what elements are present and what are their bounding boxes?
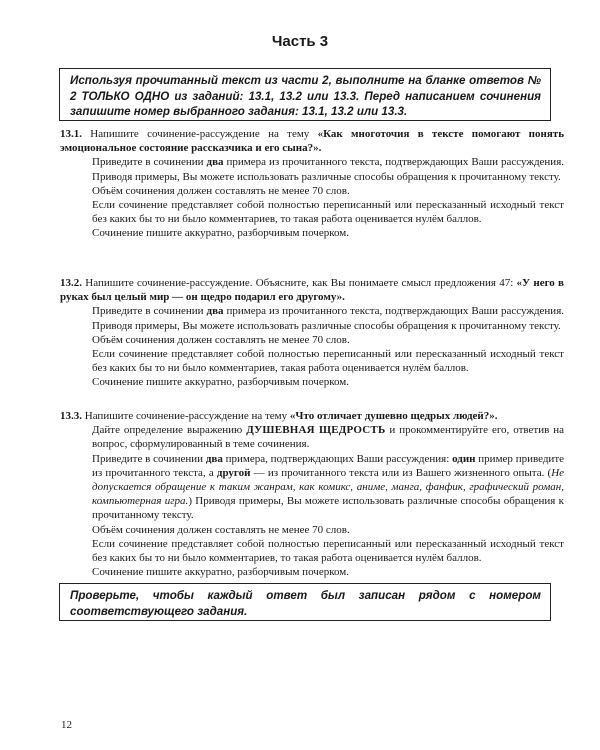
task-rule: Если сочинение представляет собой полностью переписанный или пересказанный исходный текст без каких бы то ни было комментариев, такая работа оценивается нулём баллов. bbox=[92, 348, 564, 375]
task-volume: Объём сочинения должен составлять не менее 70 слов. bbox=[92, 333, 350, 346]
task-text: пример приведите из прочитанного текста, а bbox=[92, 452, 565, 479]
task-handwriting: Сочинение пишите аккуратно, разборчивым почерком. bbox=[92, 376, 349, 389]
task-number: 13.2. bbox=[60, 277, 82, 289]
task-emphasis: другой bbox=[216, 466, 251, 479]
task-note: Не допускается обращение к таким жанрам, как комикс, аниме, манга, фанфик, графический роман, компьютерная игра. bbox=[92, 466, 565, 508]
task-topic: «Что отличает душевно щедрых людей?». bbox=[289, 410, 498, 422]
task-13-3 bbox=[60, 409, 564, 579]
section-heading: Часть 3 bbox=[271, 33, 329, 50]
task-topic: «Как многоточия в тексте помогают понять эмоциональное состояние рассказчика и его сына?». bbox=[60, 128, 565, 155]
task-text: примера из прочитанного текста, подтверждающих Ваши рассуждения. Приводя примеры, Вы можете использовать различные способы обращения к прочитанному тексту. bbox=[92, 305, 565, 332]
task-rule: Если сочинение представляет собой полностью переписанный или пересказанный исходный текст без каких бы то ни было комментариев, то такая работа оценивается нулём баллов. bbox=[92, 537, 564, 565]
task-text: ) Приводя примеры, Вы можете использовать различные способы обращения к прочитанному тексту. bbox=[92, 495, 564, 522]
task-emphasis: один bbox=[452, 452, 476, 465]
task-text: Приведите в сочинении bbox=[92, 156, 204, 169]
task-handwriting: Сочинение пишите аккуратно, разборчивым почерком. bbox=[92, 227, 349, 240]
task-text: примера, подтверждающих Ваши рассуждения: bbox=[225, 452, 450, 465]
task-13-2 bbox=[60, 276, 564, 390]
task-emphasis: два bbox=[205, 452, 223, 465]
page-number: 12 bbox=[61, 719, 72, 731]
task-number: 13.1. bbox=[60, 128, 82, 140]
task-emphasis: два bbox=[206, 156, 224, 169]
task-text: Приведите в сочинении bbox=[92, 305, 204, 318]
task-text: примера из прочитанного текста, подтверждающих Ваши рассуждения. Приводя примеры, Вы можете использовать различные способы обращения к прочитанному тексту. bbox=[92, 156, 565, 183]
task-volume: Объём сочинения должен составлять не менее 70 слов. bbox=[92, 523, 350, 536]
task-text: — из прочитанного текста или из Вашего жизненного опыта. ( bbox=[253, 466, 552, 479]
task-intro: Напишите сочинение-рассуждение. Объясните, как Вы понимаете смысл предложения 47: bbox=[85, 277, 514, 289]
task-rule: Если сочинение представляет собой полностью переписанный или пересказанный исходный текст без каких бы то ни было комментариев, то такая работа оценивается нулём баллов. bbox=[92, 199, 564, 226]
check-box: Проверьте, чтобы каждый ответ был записан рядом с номером соответствующего задания. bbox=[59, 583, 551, 621]
instruction-box: Используя прочитанный текст из части 2, выполните на бланке ответов № 2 ТОЛЬКО ОДНО из заданий: 13.1, 13.2 или 13.3. Перед написанием сочинения запишите номер выбранного задания: 13.1, 13.2 или 13.3. bbox=[59, 68, 551, 121]
task-handwriting: Сочинение пишите аккуратно, разборчивым почерком. bbox=[92, 566, 349, 579]
task-intro: Напишите сочинение-рассуждение на тему bbox=[90, 128, 310, 140]
task-term: ДУШЕВНАЯ ЩЕДРОСТЬ bbox=[246, 424, 386, 437]
task-emphasis: два bbox=[206, 305, 224, 318]
task-text: Приведите в сочинении bbox=[92, 452, 204, 465]
task-intro: Напишите сочинение-рассуждение на тему bbox=[84, 410, 288, 422]
task-quote: «У него в руках был целый мир — он щедро подарил его другому». bbox=[60, 277, 564, 304]
task-text: Дайте определение выражению bbox=[92, 424, 243, 437]
task-13-1 bbox=[60, 127, 564, 241]
task-volume: Объём сочинения должен составлять не менее 70 слов. bbox=[92, 184, 350, 197]
task-number: 13.3. bbox=[60, 410, 82, 422]
task-text: и прокомментируйте его, ответив на вопрос, сформулированный в теме сочинения. bbox=[92, 424, 565, 451]
